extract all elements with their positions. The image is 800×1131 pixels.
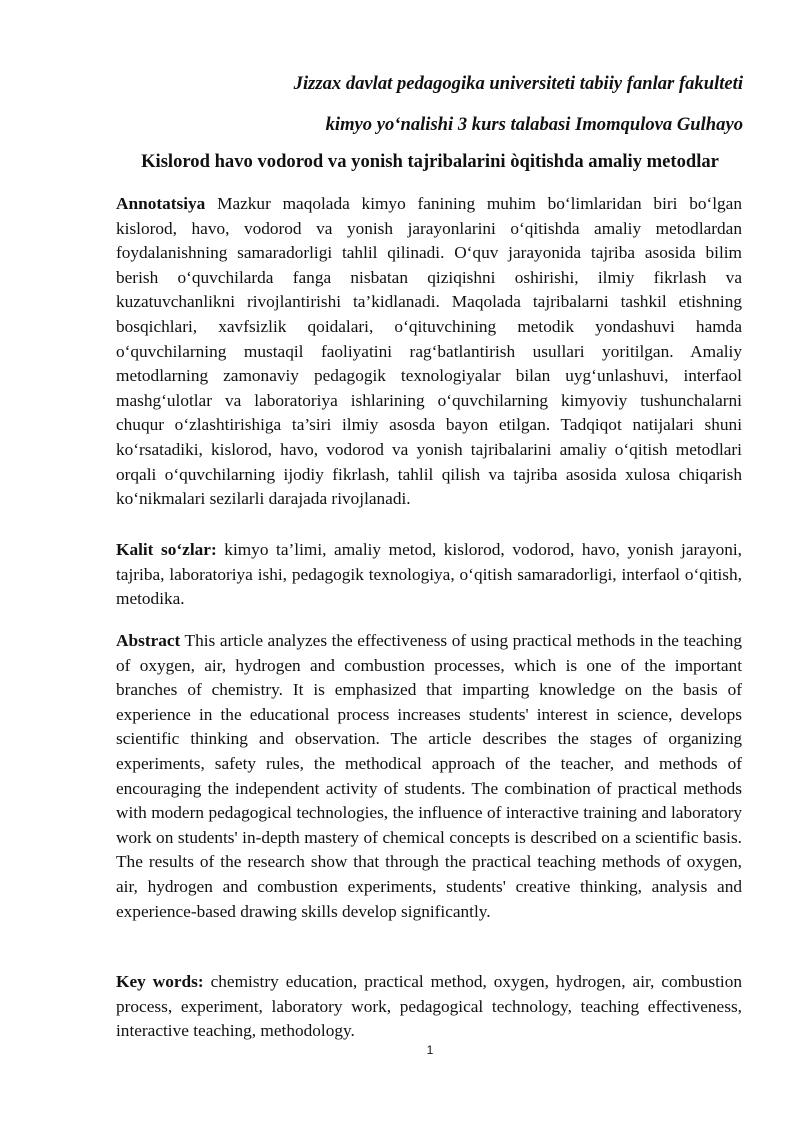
key-words-label: Key words: [116,972,204,991]
kalit-sozlar-paragraph [116,538,742,612]
kalit-sozlar-text: kimyo ta’limi, amaliy metod, kislorod, vodorod, havo, yonish jarayoni, tajriba, laboratoriya ishi, pedagogik texnologiya, o‘qitish samaradorligi, interfaol o‘qitish, metodika. [116,540,742,609]
page-number: 1 [426,1043,434,1057]
affiliation-line-1: Jizzax davlat pedagogika universiteti tabiiy fanlar fakulteti [293,73,743,94]
abstract-text: This article analyzes the effectiveness of using practical methods in the teaching of oxygen, air, hydrogen and combustion processes, which is one of the important branches of chemistry. It is emphasized that imparting knowledge on the basis of experience in the educational process increases students' interest in science, develops scientific thinking and observation. The article describes the stages of organizing experiments, safety rules, the methodical approach of the teacher, and methods of encouraging the independent activity of students. The combination of practical methods with modern pedagogical technologies, the influence of interactive training and laboratory work on students' in-depth mastery of chemical concepts is described on a scientific basis. The results of the research show that through the practical teaching methods of oxygen, air, hydrogen and combustion experiments, students' creative thinking, analysis and experience-based drawing skills develop significantly. [116,631,742,921]
annotatsiya-paragraph [116,192,742,512]
kalit-sozlar-label: Kalit so‘zlar: [116,540,217,559]
abstract-paragraph [116,629,742,924]
article-title: Kislorod havo vodorod va yonish tajribalarini òqitishda amaliy metodlar [141,151,719,172]
abstract-label: Abstract [116,631,181,650]
author-line: kimyo yo‘nalishi 3 kurs talabasi Imomqulova Gulhayo [325,114,743,135]
key-words-paragraph [116,970,742,1044]
annotatsiya-label: Annotatsiya [116,194,206,213]
annotatsiya-text: Mazkur maqolada kimyo fanining muhim bo‘limlaridan biri bo‘lgan kislorod, havo, vodorod va yonish jarayonlarini o‘qitishda amaliy metodlardan foydalanishning samaradorligi tahlil qilinadi. O‘quv jarayonida tajriba asosida bilim berish o‘quvchilarda fanga nisbatan qiziqishni oshirishi, ilmiy fikrlash va kuzatuvchanlikni rivojlantirishi ta’kidlanadi. Maqolada tajribalarni tashkil etishning bosqichlari, xavfsizlik qoidalari, o‘qituvchining metodik yondashuvi hamda o‘quvchilarning mustaqil faoliyatini rag‘batlantirish usullari yoritilgan. Amaliy metodlarning zamonaviy pedagogik texnologiyalar bilan uyg‘unlashuvi, interfaol mashg‘ulotlar va laboratoriya ishlarining o‘quvchilarning kimyoviy tushunchalarni chuqur o‘zlashtirishiga ta’siri ilmiy asosda bayon etilgan. Tadqiqot natijalari shuni ko‘rsatadiki, kislorod, havo, vodorod va yonish tajribalarini amaliy o‘qitish metodlari orqali o‘quvchilarning ijodiy fikrlash, tahlil qilish va tajriba asosida xulosa chiqarish ko‘nikmalari sezilarli darajada rivojlanadi. [116,194,742,509]
key-words-text: chemistry education, practical method, oxygen, hydrogen, air, combustion process, experiment, laboratory work, pedagogical technology, teaching effectiveness, interactive teaching, methodology. [116,972,742,1041]
